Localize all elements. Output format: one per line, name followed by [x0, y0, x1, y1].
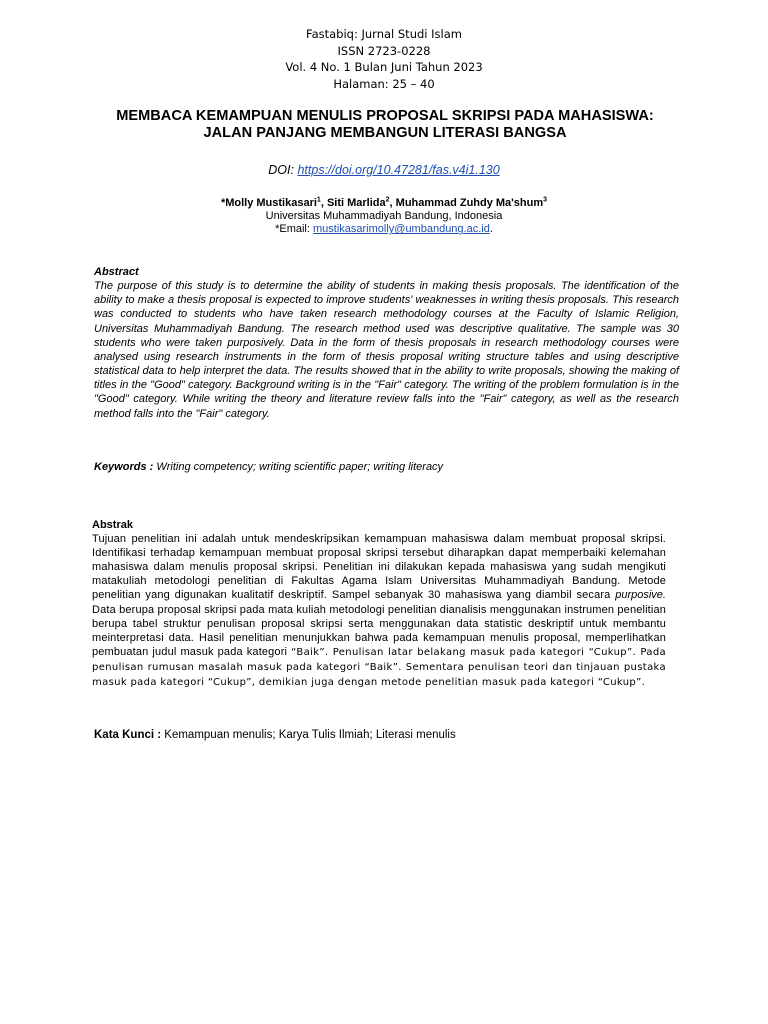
author-2: Siti Marlida — [326, 197, 386, 209]
author-separator: , — [320, 197, 327, 209]
author-block — [0, 197, 768, 237]
kata-kunci-text: Kemampuan menulis; Karya Tulis Ilmiah; Literasi menulis — [161, 729, 456, 741]
article-title-line-1: MEMBACA KEMAMPUAN MENULIS PROPOSAL SKRIPSI PADA MAHASISWA: — [116, 108, 654, 124]
author-3: Muhammad Zuhdy Ma'shum — [395, 197, 544, 209]
journal-name: Fastabiq: Jurnal Studi Islam — [306, 27, 462, 41]
abstrak-body — [92, 532, 666, 690]
abstrak-body-part-1: Tujuan penelitian ini adalah untuk mendeskripsikan kemampuan mahasiswa dalam membuat proposal skripsi. Identifikasi terhadap kemampuan membuat proposal skripsi tersebut diharapkan dapat memperbaiki kelemahan mahasiswa dalam menulis proposal skripsi. Penelitian ini dilakukan kepada mahasiswa yang sudah mengikuti matakuliah metodologi penelitian di Fakultas Agama Islam Universitas Muhammadiyah Bandung. Metode penelitian yang digunakan kualitatif deskriptif. Sampel sebanyak 30 mahasiswa yang diambil secara — [92, 533, 666, 602]
doi-line — [0, 162, 768, 178]
email-link[interactable]: mustikasarimolly@umbandung.ac.id — [312, 223, 490, 236]
journal-pages: Halaman: 25 – 40 — [333, 76, 435, 91]
keywords-label: Keywords : — [94, 461, 154, 473]
doi-link[interactable]: https://doi.org/10.47281/fas.v4i1.130 — [297, 163, 500, 177]
author-1-affiliation-mark: 1 — [316, 196, 321, 204]
kata-kunci-label: Kata Kunci : — [94, 729, 162, 741]
abstrak-body-part-2: Data berupa proposal skripsi pada mata kuliah metodologi penelitian dianalisis menggunakan instrumen penelitian berupa tabel struktur penulisan proposal skripsi serta menggunakan data statistic deskriptif untuk membantu meinterpretasi data. Hasil penelitian menunjukkan bahwa pada kemampuan menulis proposal, memperlihatkan pembuatan judul masuk pada kategori — [92, 603, 666, 658]
keywords-text: Writing competency; writing scientific paper; writing literacy — [153, 461, 444, 473]
author-1: *Molly Mustikasari — [220, 197, 317, 209]
abstract-english — [94, 265, 679, 421]
abstrak-heading: Abstrak — [92, 519, 133, 531]
journal-volume: Vol. 4 No. 1 Bulan Juni Tahun 2023 — [285, 60, 483, 74]
keywords-english — [94, 460, 679, 474]
abstract-body: The purpose of this study is to determine the ability of students in making thesis proposals. The identification of the ability to make a thesis proposal is expected to improve students' weaknesses in writing thesis proposals. This research was conducted to students who have taken research methodology courses at the Faculty of Islamic Religion, Universitas Muhammadiyah Bandung. The research method used was descriptive qualitative. The sample was 30 students who were taken purposively. Data in the form of thesis proposals in research methodology courses were analysed using research instruments in the form of thesis proposal writing structure tables and using descriptive statistical data to help interpret the data. The results showed that in the ability to write proposals, showing the making of titles in the "Good" category. Background writing is in the "Fair" category. The writing of the problem formulation is in the "Good" category. While writing the theory and literature review falls into the "Fair" category, as well as the research method falls into the "Fair" category. — [94, 280, 679, 420]
abstract-heading: Abstract — [94, 266, 139, 278]
keywords-indonesian — [94, 728, 679, 742]
affiliation: Universitas Muhammadiyah Bandung, Indonesia — [265, 210, 503, 223]
journal-header — [0, 26, 768, 92]
author-2-affiliation-mark: 2 — [385, 196, 390, 204]
email-line — [0, 223, 768, 236]
article-title — [60, 108, 710, 142]
abstract-indonesian — [92, 518, 666, 690]
article-title-line-2: JALAN PANJANG MEMBANGUN LITERASI BANGSA — [203, 125, 567, 141]
author-separator: , — [389, 197, 396, 209]
doi-label: DOI: — [268, 163, 294, 177]
author-3-affiliation-mark: 3 — [543, 196, 548, 204]
abstrak-body-italic: purposive. — [615, 589, 666, 602]
email-suffix: . — [489, 223, 493, 236]
journal-issn: ISSN 2723-0228 — [337, 43, 431, 58]
email-label: *Email: — [275, 223, 313, 236]
author-names — [0, 197, 768, 210]
abstrak-body-part-3: “Baik”. Penulisan latar belakang masuk pada kategori “Cukup”. Pada penulisan rumusan masalah masuk pada kategori “Baik”. Sementara penulisan teori dan tinjauan pustaka masuk pada kategori “Cukup”, demikian juga dengan metode penelitian masuk pada kategori “Cukup”. — [92, 646, 666, 689]
